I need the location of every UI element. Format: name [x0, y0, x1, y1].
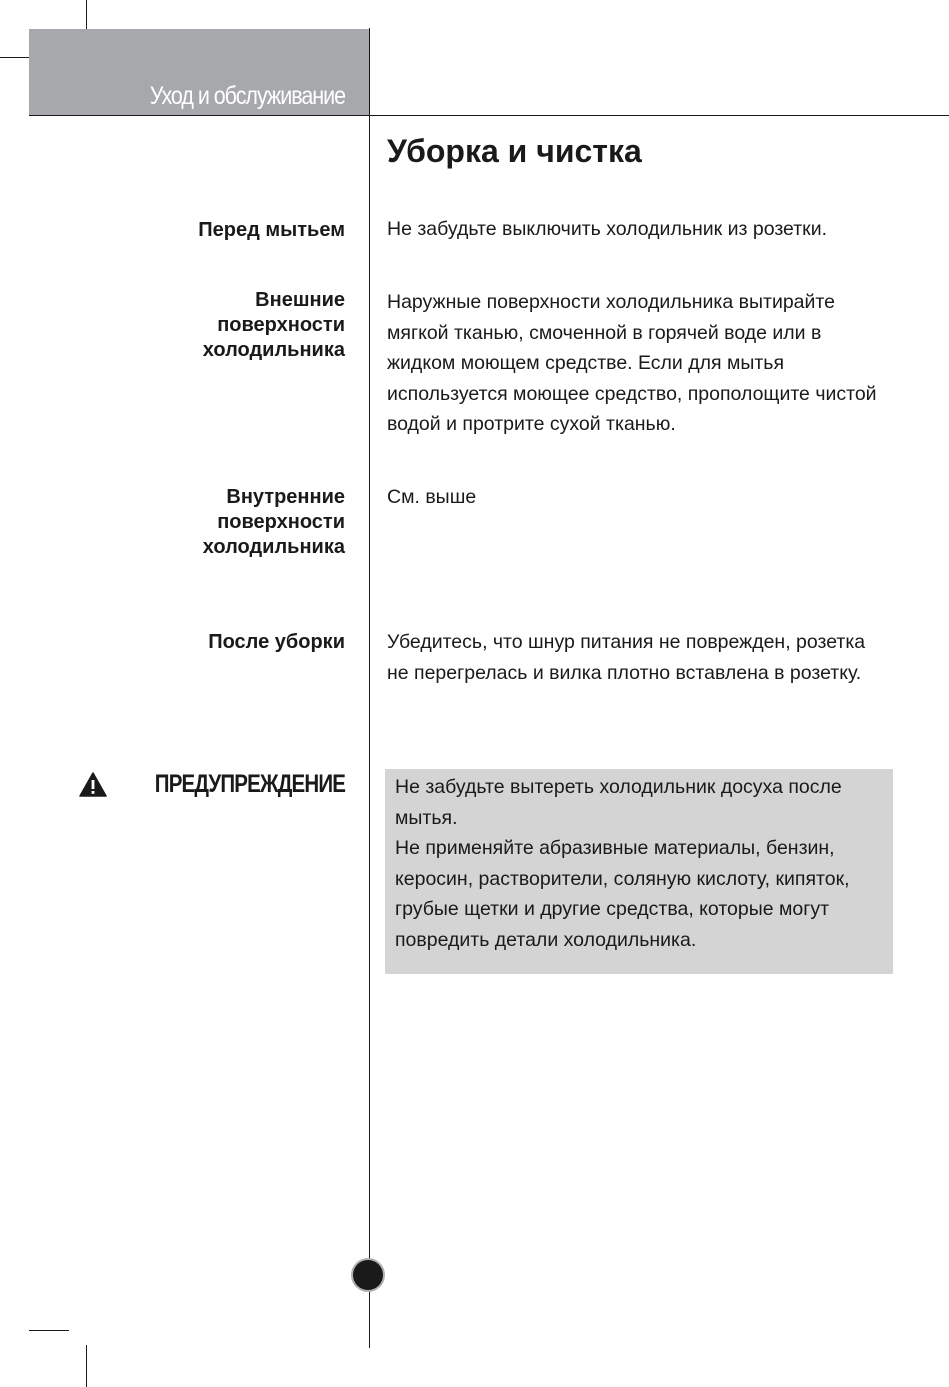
- section-text: Наружные поверхности холодильника вытирайте мягкой тканью, смоченной в горячей воде или в жидком моющем средстве. Если для мытья используется моющее средство, прополощите чистой водой и протрите сухой тканью.: [387, 291, 877, 435]
- section-text: Не забудьте выключить холодильник из розетки.: [387, 218, 828, 240]
- crop-mark: [29, 1330, 69, 1331]
- section-label: Внутренние поверхности холодильника: [202, 486, 345, 558]
- section-header-title: Уход и обслуживание: [149, 82, 345, 110]
- crop-mark: [86, 0, 87, 30]
- crop-mark: [86, 1345, 87, 1387]
- header-underline: [29, 115, 949, 116]
- warning-line: Не применяйте абразивные материалы, бензин, керосин, растворители, соляную кислоту, кипяток, грубые щетки и другие средства, которые могут повредить детали холодильника.: [395, 837, 850, 951]
- warning-line: Не забудьте вытереть холодильник досуха после мытья.: [395, 776, 842, 829]
- crop-mark: [0, 57, 30, 58]
- warning-label: [79, 770, 345, 799]
- section-label: Перед мытьем: [198, 219, 345, 241]
- section-text: Убедитесь, что шнур питания не поврежден, розетка не перегрелась и вилка плотно вставлена в розетку.: [387, 631, 866, 684]
- section-label: После уборки: [208, 631, 345, 653]
- warning-box: [385, 769, 893, 974]
- page-title: Уборка и чистка: [387, 133, 642, 169]
- warning-label-text: ПРЕДУПРЕЖДЕНИЕ: [154, 770, 345, 798]
- warning-text: [395, 772, 887, 955]
- page-marker-dot: [353, 1260, 383, 1290]
- section-label: Внешние поверхности холодильника: [202, 289, 345, 361]
- section-header-bar: [29, 29, 369, 115]
- section-text: См. выше: [387, 486, 477, 508]
- column-divider: [369, 28, 370, 1348]
- warning-triangle-icon: [79, 772, 107, 797]
